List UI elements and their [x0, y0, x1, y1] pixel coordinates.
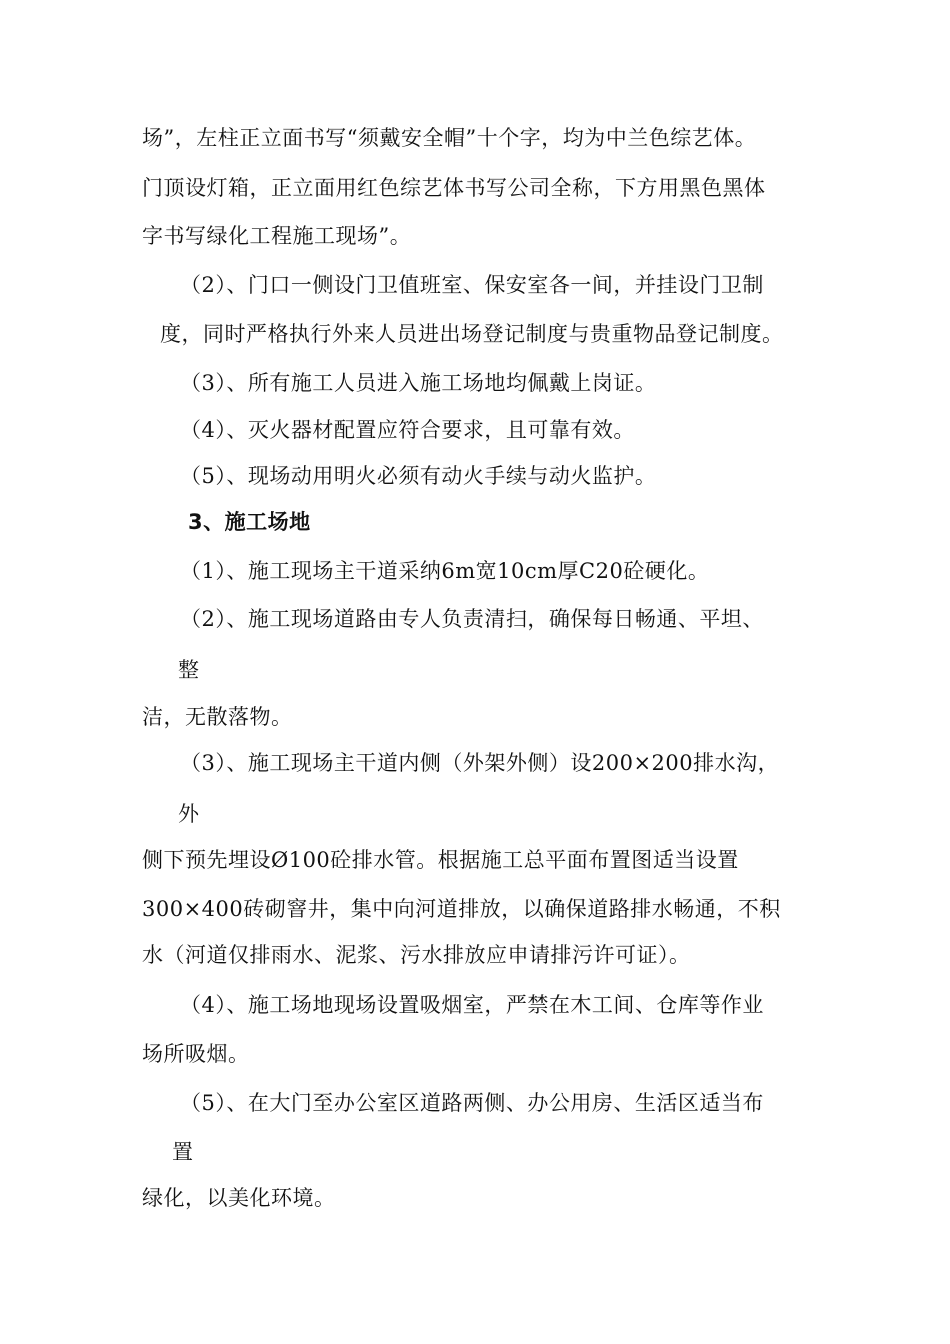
- text-line: 度，同时严格执行外来人员进出场登记制度与贵重物品登记制度。: [160, 322, 784, 346]
- text-line: （3）、施工现场主干道内侧（外架外侧）设200×200排水沟，: [180, 751, 780, 775]
- text-line: 水（河道仅排雨水、泥浆、污水排放应申请排污许可证）。: [142, 943, 691, 967]
- text-line: 侧下预先埋设Ø100砼排水管。根据施工总平面布置图适当设置: [142, 848, 739, 872]
- text-line: （1）、施工现场主干道采纳6m宽10cm厚C20砼硬化。: [180, 559, 710, 583]
- text-line: 整: [178, 658, 200, 682]
- text-line: 字书写绿化工程施工现场”。: [142, 224, 412, 248]
- text-line: 门顶设灯箱，正立面用红色综艺体书写公司全称，下方用黑色黑体: [142, 176, 766, 200]
- text-line: 外: [178, 802, 200, 826]
- text-line: 场所吸烟。: [142, 1042, 250, 1066]
- text-line: （2）、施工现场道路由专人负责清扫，确保每日畅通、平坦、: [180, 607, 764, 631]
- text-line: 置: [172, 1140, 194, 1164]
- section-heading: 3、施工场地: [188, 510, 311, 534]
- text-line: 绿化，以美化环境。: [142, 1186, 336, 1210]
- text-line: 场”，左柱正立面书写“须戴安全帽”十个字，均为中兰色综艺体。: [142, 126, 757, 150]
- text-line: （4）、灭火器材配置应符合要求，且可靠有效。: [180, 418, 635, 442]
- text-line: （5）、在大门至办公室区道路两侧、办公用房、生活区适当布: [180, 1091, 764, 1115]
- text-line: （3）、所有施工人员进入施工场地均佩戴上岗证。: [180, 371, 657, 395]
- text-line: （4）、施工场地现场设置吸烟室，严禁在木工间、仓库等作业: [180, 993, 764, 1017]
- text-line: （5）、现场动用明火必须有动火手续与动火监护。: [180, 464, 657, 488]
- text-line: （2）、门口一侧设门卫值班室、保安室各一间，并挂设门卫制: [180, 273, 764, 297]
- text-line: 300×400砖砌窨井，集中向河道排放，以确保道路排水畅通，不积: [142, 897, 781, 921]
- text-line: 洁，无散落物。: [142, 705, 293, 729]
